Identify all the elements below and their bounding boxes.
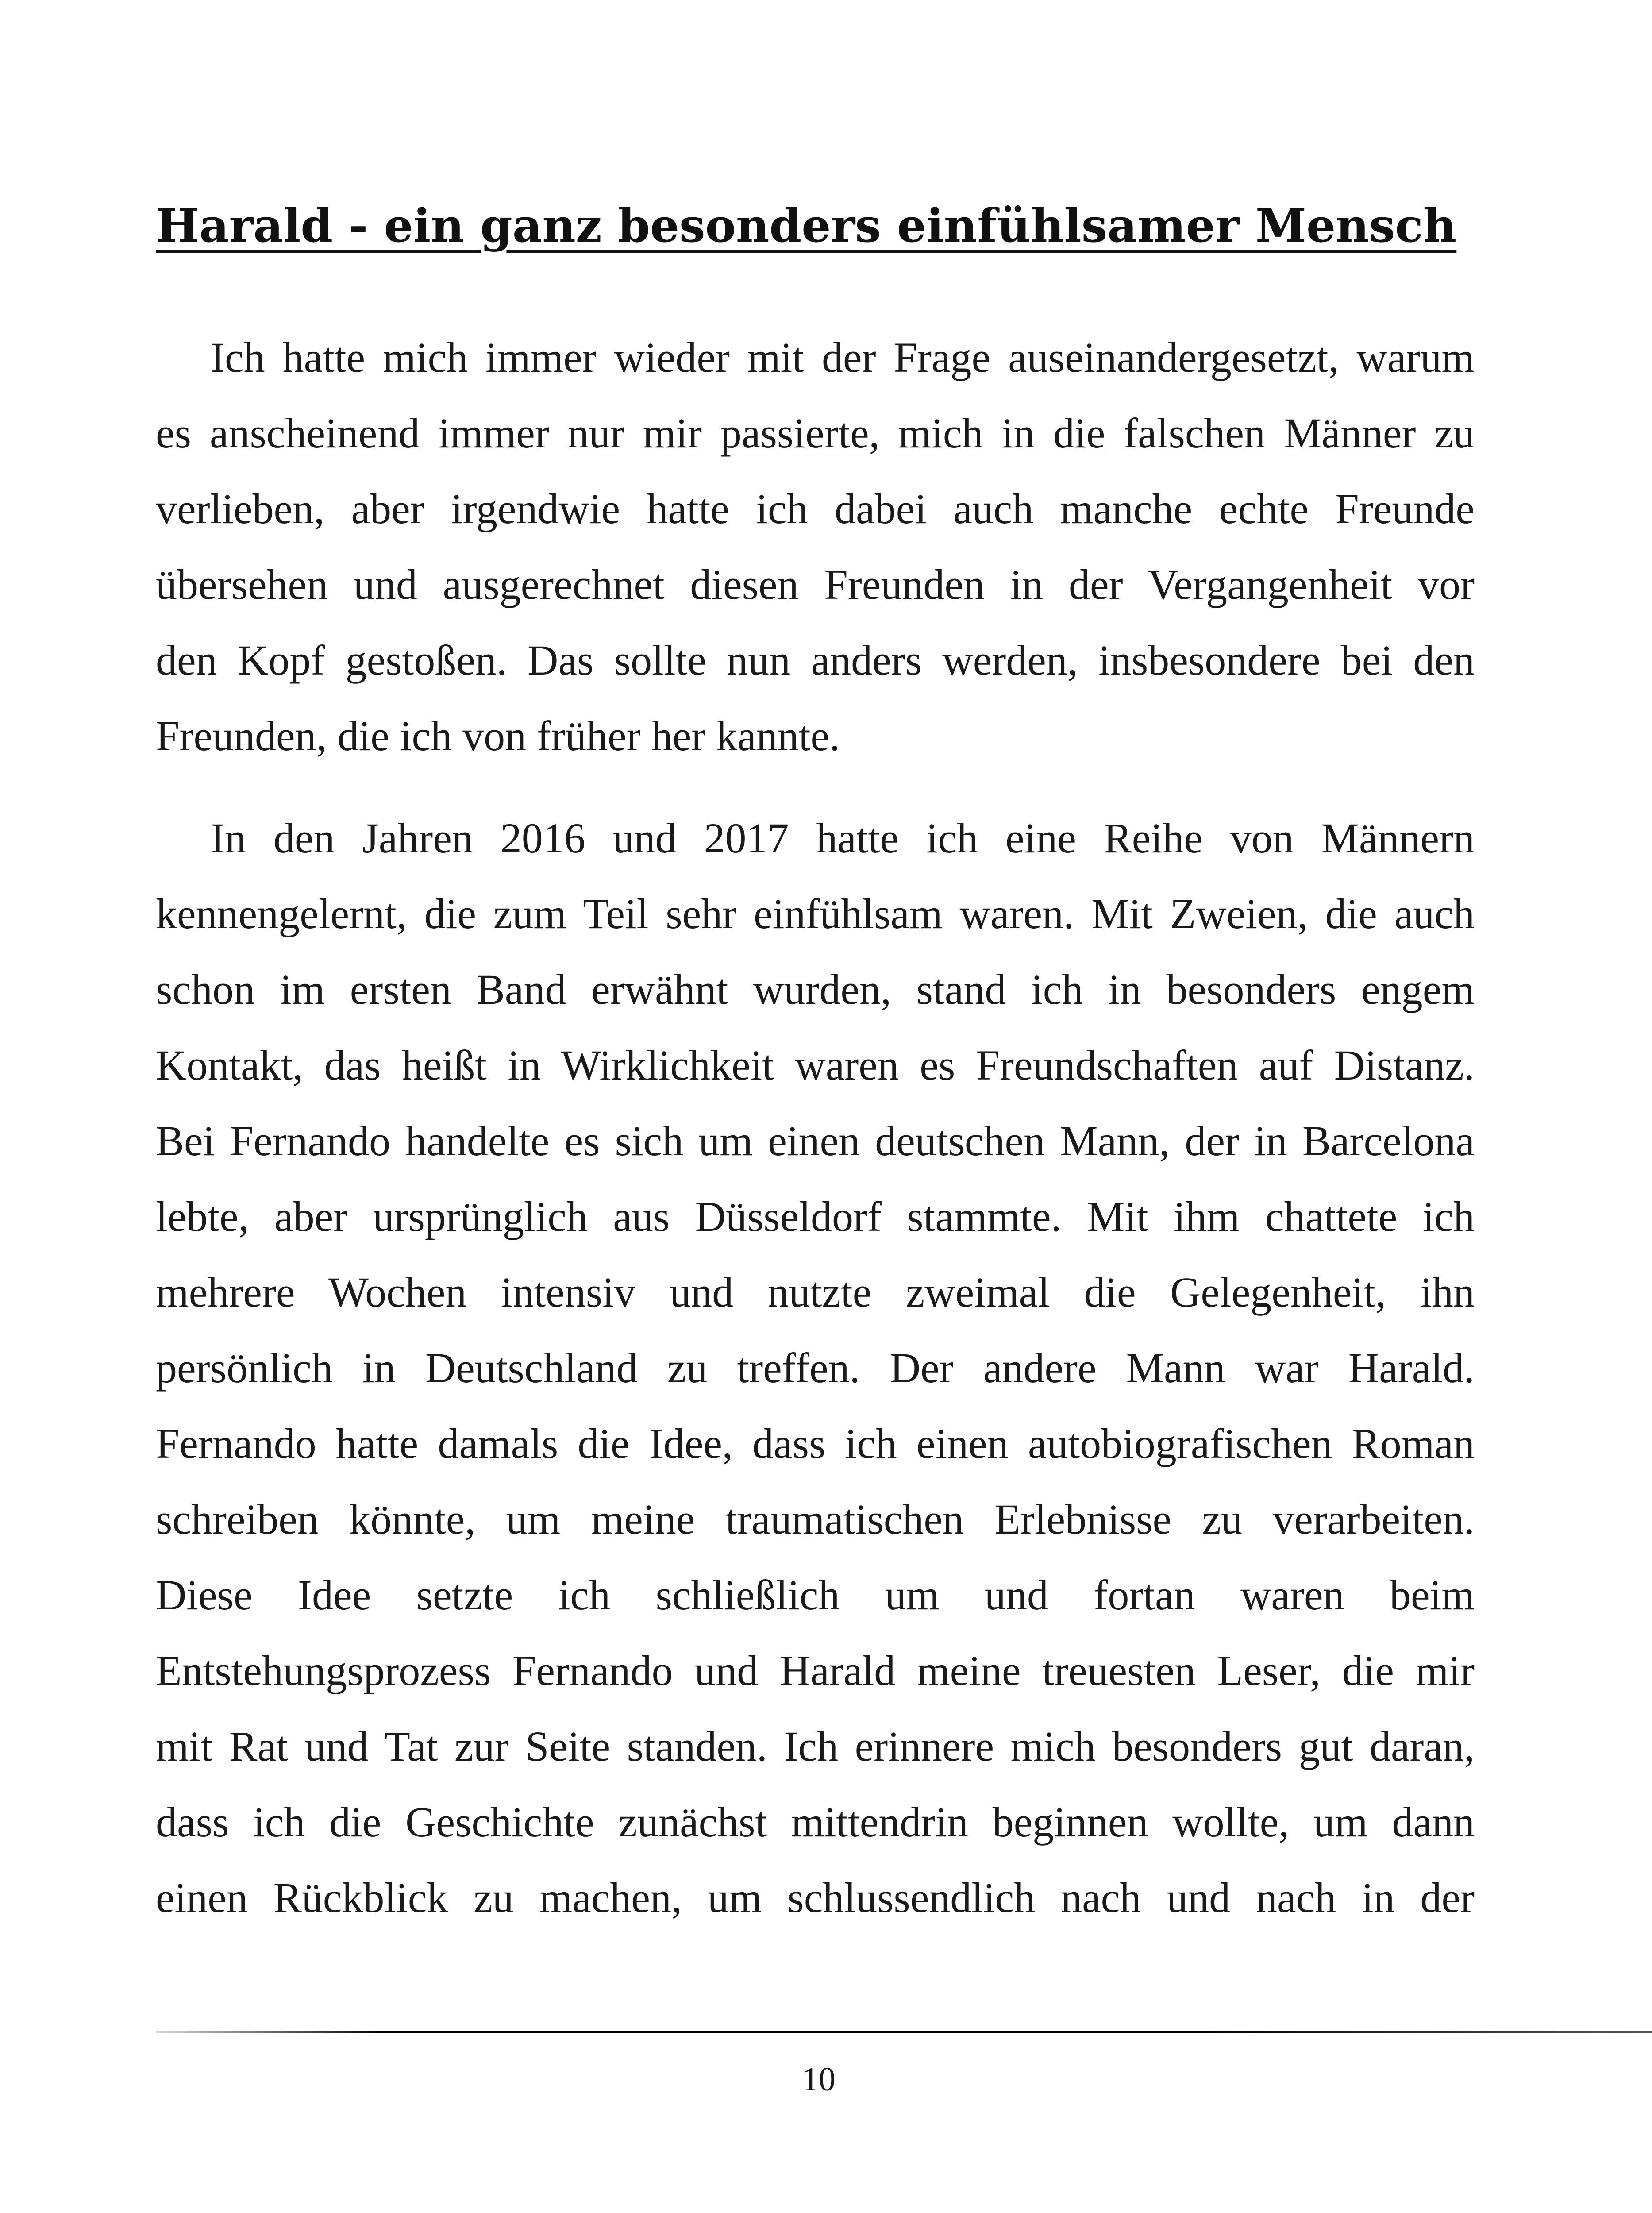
text-line: schon im ersten Band erwähnt wurden, stand ich in besonders engem [156, 966, 1475, 1013]
body-text [156, 320, 1475, 1935]
chapter-heading: Harald - ein ganz besonders einfühlsamer Mensch [156, 198, 1457, 253]
text-line: schreiben könnte, um meine traumatischen Erlebnisse zu verarbeiten. [156, 1496, 1475, 1543]
paragraph-gap [156, 774, 1475, 800]
text-line: Bei Fernando handelte es sich um einen deutschen Mann, der in Barcelona [156, 1117, 1475, 1164]
text-line: dass ich die Geschichte zunächst mittendrin beginnen wollte, um dann [156, 1798, 1475, 1846]
text-line: Ich hatte mich immer wieder mit der Frage auseinandergesetzt, warum [211, 334, 1475, 381]
text-line: verlieben, aber irgendwie hatte ich dabei auch manche echte Freunde [156, 485, 1475, 532]
text-line: Diese Idee setzte ich schließlich um und fortan waren beim [156, 1571, 1475, 1619]
text-line: Fernando hatte damals die Idee, dass ich einen autobiografischen Roman [156, 1420, 1475, 1467]
text-line: mit Rat und Tat zur Seite standen. Ich erinnere mich besonders gut daran, [156, 1723, 1475, 1770]
text-line: es anscheinend immer nur mir passierte, mich in die falschen Männer zu [156, 409, 1475, 457]
page-number: 10 [802, 2061, 836, 2098]
text-line: mehrere Wochen intensiv und nutzte zweimal die Gelegenheit, ihn [156, 1268, 1475, 1316]
text-line: einen Rückblick zu machen, um schlussendlich nach und nach in der [156, 1874, 1475, 1921]
text-line: persönlich in Deutschland zu treffen. Der andere Mann war Harald. [156, 1344, 1475, 1392]
text-line: Kontakt, das heißt in Wirklichkeit waren es Freundschaften auf Distanz. [156, 1041, 1475, 1089]
text-line: Entstehungsprozess Fernando und Harald meine treuesten Leser, die mir [156, 1647, 1475, 1694]
text-line: übersehen und ausgerechnet diesen Freunden in der Vergangenheit vor [156, 561, 1475, 608]
footer-divider [156, 2031, 1652, 2033]
text-line: lebte, aber ursprünglich aus Düsseldorf stammte. Mit ihm chattete ich [156, 1193, 1475, 1240]
text-line: kennengelernt, die zum Teil sehr einfühlsam waren. Mit Zweien, die auch [156, 890, 1475, 937]
text-line: Freunden, die ich von früher her kannte. [156, 712, 840, 760]
text-line: In den Jahren 2016 und 2017 hatte ich eine Reihe von Männern [211, 814, 1475, 862]
text-line: den Kopf gestoßen. Das sollte nun anders werden, insbesondere bei den [156, 636, 1475, 684]
